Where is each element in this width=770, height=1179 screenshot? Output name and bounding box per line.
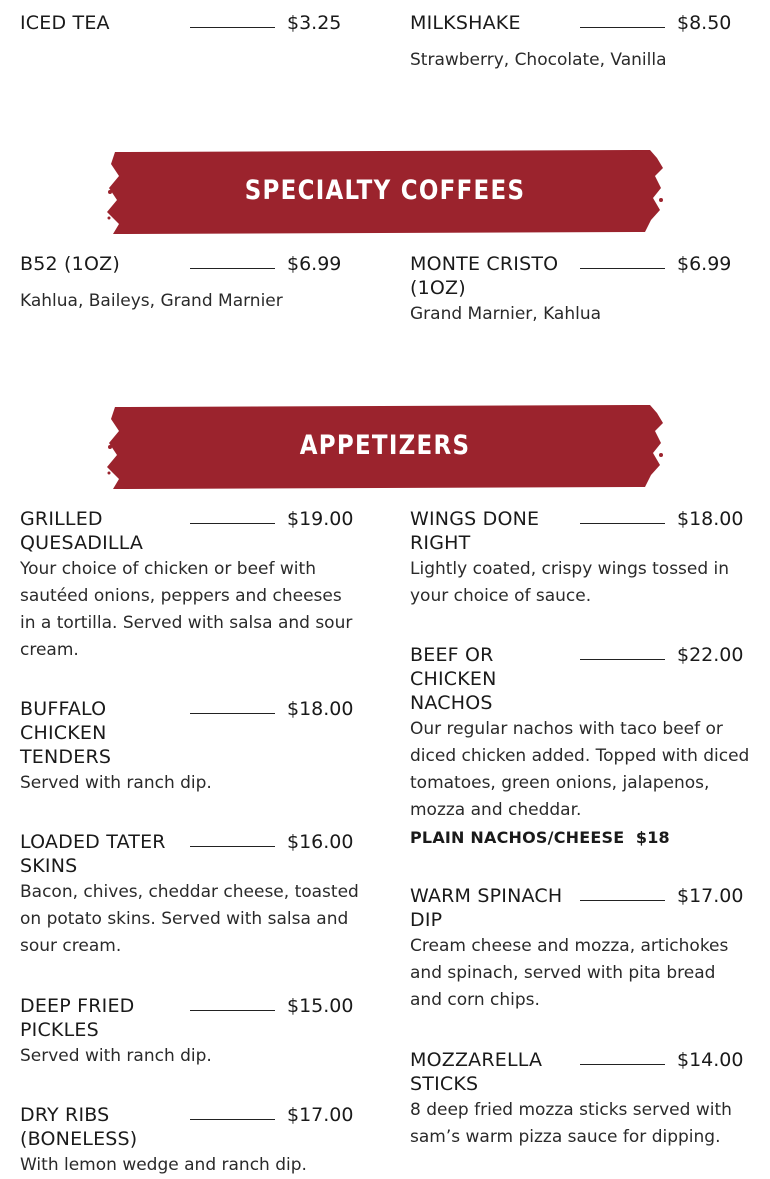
leader-line	[190, 713, 275, 714]
item-name: MOZZARELLA STICKS	[410, 1049, 543, 1095]
leader-line	[580, 659, 665, 660]
item-description: Our regular nachos with taco beef or diced chicken added. Topped with diced tomatoes, green onions, jalapenos, mozza and cheddar.	[410, 719, 750, 820]
leader-line	[190, 27, 275, 28]
item-name: WARM SPINACH DIP	[410, 885, 563, 931]
item-price: $17.00	[677, 885, 744, 907]
section-banner-specialty-coffees	[105, 148, 665, 234]
item-price: $14.00	[677, 1049, 744, 1071]
section-banner-appetizers	[105, 403, 665, 489]
item-price: $8.50	[677, 12, 732, 34]
item-description: 8 deep fried mozza sticks served with sam’s warm pizza sauce for dipping.	[410, 1100, 732, 1147]
item-description: Kahlua, Baileys, Grand Marnier	[20, 291, 283, 311]
leader-line	[190, 1119, 275, 1120]
item-name: GRILLED QUESADILLA	[20, 508, 144, 554]
section-title: APPETIZERS	[299, 430, 471, 461]
leader-line	[580, 1064, 665, 1065]
item-name: LOADED TATER SKINS	[20, 831, 166, 877]
item-price: $6.99	[287, 253, 342, 275]
item-name: WINGS DONE RIGHT	[410, 508, 540, 554]
item-price: $17.00	[287, 1104, 354, 1126]
item-price: $15.00	[287, 995, 354, 1017]
leader-line	[190, 523, 275, 524]
item-price: $3.25	[287, 12, 342, 34]
item-price: $18.00	[677, 508, 744, 530]
item-price: $18.00	[287, 698, 354, 720]
leader-line	[190, 268, 275, 269]
item-name: MONTE CRISTO (1OZ)	[410, 253, 559, 299]
leader-line	[580, 900, 665, 901]
item-name: DEEP FRIED PICKLES	[20, 995, 135, 1041]
item-name: DRY RIBS (BONELESS)	[20, 1104, 138, 1150]
item-description: Grand Marnier, Kahlua	[410, 304, 602, 324]
section-title: SPECIALTY COFFEES	[244, 175, 526, 206]
leader-line	[580, 27, 665, 28]
item-name: BEEF OR CHICKEN NACHOS	[410, 644, 497, 714]
item-description: Your choice of chicken or beef with sautéed onions, peppers and cheeses in a tortilla. Served with salsa and sour cream.	[20, 559, 353, 660]
item-description: Strawberry, Chocolate, Vanilla	[410, 50, 667, 70]
item-extra-option: PLAIN NACHOS/CHEESE $18	[410, 828, 670, 847]
item-name: ICED TEA	[20, 12, 110, 34]
leader-line	[580, 268, 665, 269]
item-price: $22.00	[677, 644, 744, 666]
item-description: With lemon wedge and ranch dip.	[20, 1155, 307, 1175]
leader-line	[190, 1010, 275, 1011]
item-description: Served with ranch dip.	[20, 773, 212, 793]
item-price: $16.00	[287, 831, 354, 853]
item-description: Lightly coated, crispy wings tossed in your choice of sauce.	[410, 559, 730, 606]
item-price: $6.99	[677, 253, 732, 275]
item-name: B52 (1OZ)	[20, 253, 120, 275]
leader-line	[580, 523, 665, 524]
item-description: Cream cheese and mozza, artichokes and spinach, served with pita bread and corn chips.	[410, 936, 729, 1010]
item-description: Bacon, chives, cheddar cheese, toasted on potato skins. Served with salsa and sour cream.	[20, 882, 359, 956]
item-name: BUFFALO CHICKEN TENDERS	[20, 698, 112, 768]
item-name: MILKSHAKE	[410, 12, 521, 34]
item-price: $19.00	[287, 508, 354, 530]
leader-line	[190, 846, 275, 847]
item-description: Served with ranch dip.	[20, 1046, 212, 1066]
